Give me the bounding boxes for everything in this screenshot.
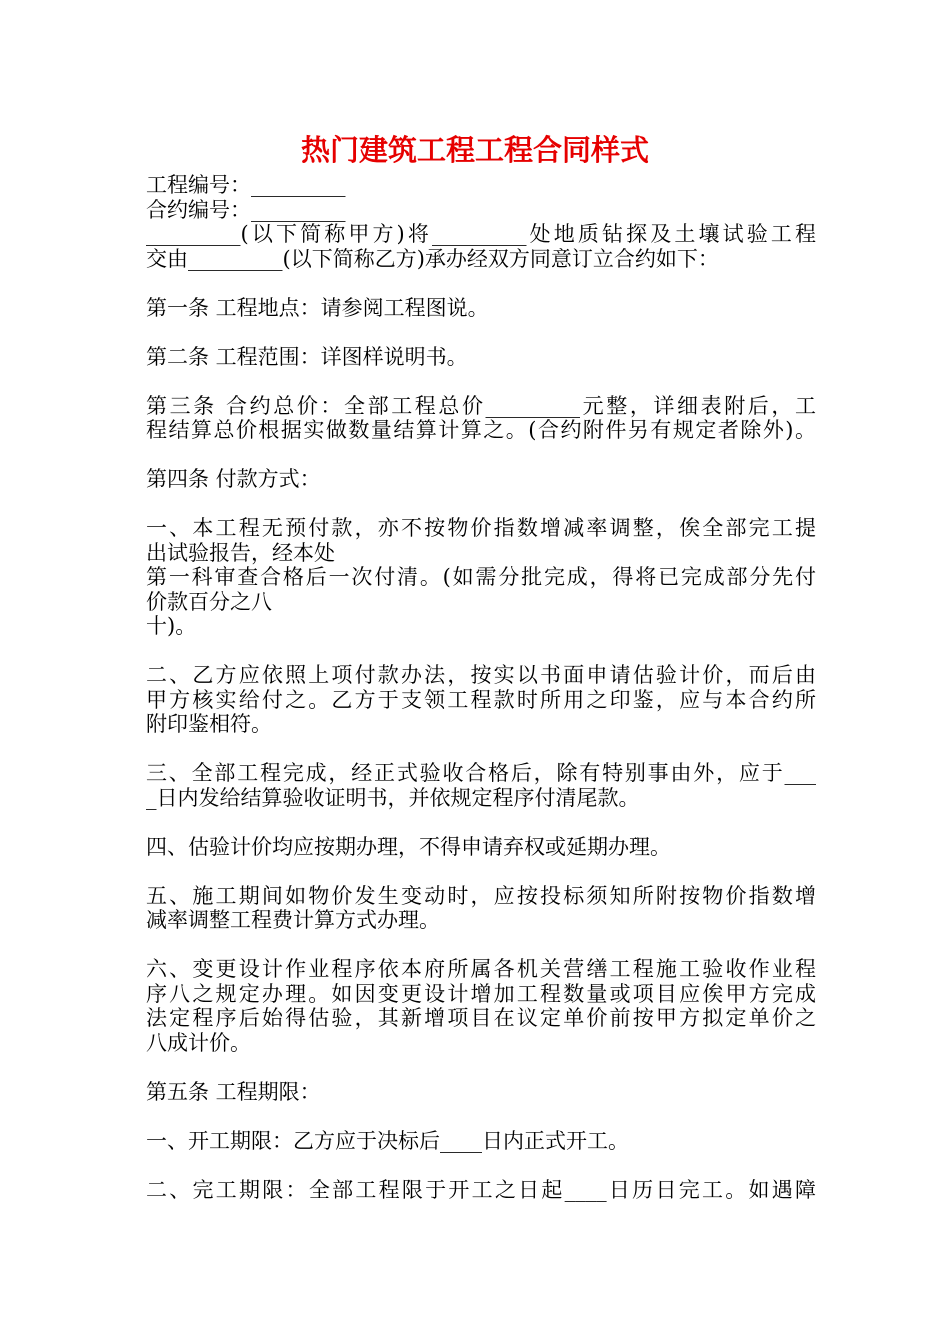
text-line: 第三条 合约总价：全部工程总价_________元整，详细表附后，工 [146,393,816,418]
text-line: 一、本工程无预付款，亦不按物价指数增减率调整，俟全部完工提 [146,516,816,540]
paragraph-gap [146,933,816,958]
text-line: 三、全部工程完成，经正式验收合格后，除有特别事由外，应于___ [146,761,816,785]
text-line: 第二条 工程范围：详图样说明书。 [146,344,468,369]
paragraph-gap [146,859,816,884]
text-line: 交由_________(以下简称乙方)承办经双方同意订立合约如下： [146,246,719,271]
text-line: 第一科审查合格后一次付清。(如需分批完成，得将已完成部分先付 [146,565,816,589]
paragraph-gap [146,369,816,394]
text-line: 合约编号：_________ [146,197,346,222]
text-line: 四、估验计价均应按期办理，不得申请弃权或延期办理。 [146,834,671,859]
paragraph-gap [146,492,816,517]
paragraph-gap [146,737,816,762]
text-line: 二、完工期限：全部工程限于开工之日起____日历日完工。如遇障 [146,1177,816,1202]
text-line: 减率调整工程费计算方式办理。 [146,908,440,932]
text-line: 出试验报告，经本处 [146,540,335,565]
text-line: 序八之规定办理。如因变更设计增加工程数量或项目应俟甲方完成 [146,981,816,1006]
text-line: _日内发给结算验收证明书，并依规定程序付清尾款。 [146,785,640,810]
text-line: 第五条 工程期限： [146,1079,321,1104]
paragraph-gap [146,639,816,664]
text-line: 一、开工期限：乙方应于决标后____日内正式开工。 [146,1128,629,1153]
text-line: 甲方核实给付之。乙方于支领工程款时所用之印鉴，应与本合约所 [146,687,816,712]
paragraph-gap [146,443,816,468]
text-line: _________(以下简称甲方)将_________处地质钻探及土壤试验工程 [146,222,816,246]
text-line: 法定程序后始得估验，其新增项目在议定单价前按甲方拟定单价之 [146,1006,816,1030]
paragraph-gap [146,810,816,835]
text-line: 价款百分之八 [146,589,272,614]
paragraph-gap [146,1104,816,1129]
text-line: 十)。 [146,614,197,638]
text-line: 第一条 工程地点：请参阅工程图说。 [146,295,489,320]
paragraph-gap [146,1055,816,1080]
text-line: 附印鉴相符。 [146,712,272,736]
contract-body [146,173,816,1202]
text-line: 第四条 付款方式： [146,467,321,491]
document-title: 热门建筑工程工程合同样式 [300,133,649,167]
text-line: 程结算总价根据实做数量结算计算之。(合约附件另有规定者除外)。 [146,418,816,442]
paragraph-gap [146,1153,816,1178]
text-line: 工程编号：_________ [146,173,346,197]
text-line: 八成计价。 [146,1030,251,1055]
paragraph-gap [146,271,816,296]
text-line: 五、施工期间如物价发生变动时，应按投标须知所附按物价指数增 [146,883,816,908]
text-line: 二、乙方应依照上项付款办法，按实以书面申请估验计价，而后由 [146,663,816,687]
paragraph-gap [146,320,816,345]
text-line: 六、变更设计作业程序依本府所属各机关营缮工程施工验收作业程 [146,957,816,981]
